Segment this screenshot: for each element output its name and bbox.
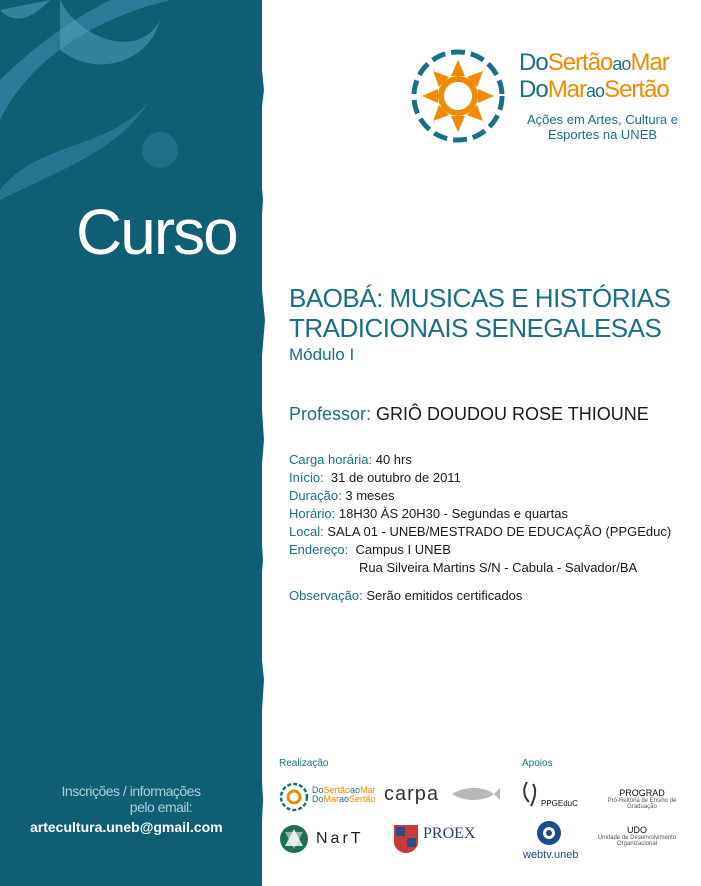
detail-endereco: Endereço: Campus I UNEB [289, 542, 451, 557]
course-heading: Curso [76, 196, 237, 268]
dosertao-mini-logo-icon [279, 782, 309, 812]
carpa-fish-icon [450, 786, 500, 802]
prograd-logo: PROGRAD Pró-Reitoria de Ensino de Graduação [607, 788, 677, 810]
contact-label-line2: pelo email: [129, 799, 192, 815]
torn-paper-edge [250, 0, 274, 886]
carpa-logo: carpa [384, 783, 440, 805]
nart-emblem-icon [279, 824, 309, 854]
course-module: Módulo I [289, 345, 355, 364]
professor-line [289, 404, 649, 425]
proex-logo: PROEX [423, 825, 476, 842]
ppgeduc-logo: PPGEduC [541, 799, 578, 808]
ppgeduc-emblem-icon [521, 780, 541, 808]
proex-shield-icon [393, 824, 419, 854]
detail-carga: Carga horária: 40 hrs [289, 452, 412, 467]
contact-block [0, 783, 262, 835]
apoios-label: Apoios [522, 758, 553, 769]
detail-local: Local: SALA 01 - UNEB/MESTRADO DE EDUCAÇÃO (PPGEduc) [289, 524, 672, 539]
brand-line2: DoMaraoSertão [519, 76, 669, 103]
detail-duracao: Duração: 3 meses [289, 488, 395, 503]
webtv-eye-icon [536, 820, 562, 846]
sidebar-panel [0, 0, 262, 886]
sun-logo-icon [404, 44, 512, 148]
professor-name: GRIÔ DOUDOU ROSE THIOUNE [376, 404, 649, 424]
detail-horario: Horário: 18H30 ÀS 20H30 - Segundas e quartas [289, 506, 568, 521]
brand-line1: DoSertãoaoMar [519, 49, 669, 76]
brand-tagline: Ações em Artes, Cultura e Esportes na UNEB [526, 112, 678, 142]
contact-label-line1: Inscrições / informações [61, 783, 201, 799]
detail-endereco-line2: Rua Silveira Martins S/N - Cabula - Salvador/BA [359, 560, 638, 575]
contact-email[interactable]: artecultura.uneb@gmail.com [30, 819, 223, 835]
udo-logo: UDO Unidade de Desenvolvimento Organizacional [597, 825, 677, 847]
brand-wordmark [519, 50, 669, 104]
webtv-logo: webtv.uneb [523, 849, 579, 861]
detail-inicio: Início: 31 de outubro de 2011 [289, 470, 461, 485]
nart-logo: NarT [316, 830, 364, 847]
dosertao-mini-wordmark: DoSertãoaoMar DoMaraoSertão [312, 785, 376, 804]
course-title: BAOBÁ: MUSICAS E HISTÓRIAS TRADICIONAIS SENEGALESAS [289, 283, 671, 343]
detail-observacao: Observação: Serão emitidos certificados [289, 588, 523, 603]
course-details [289, 451, 671, 605]
realizacao-label: Realização [279, 758, 329, 769]
professor-label: Professor: [289, 404, 372, 424]
decorative-swirl-graphic [0, 0, 262, 200]
